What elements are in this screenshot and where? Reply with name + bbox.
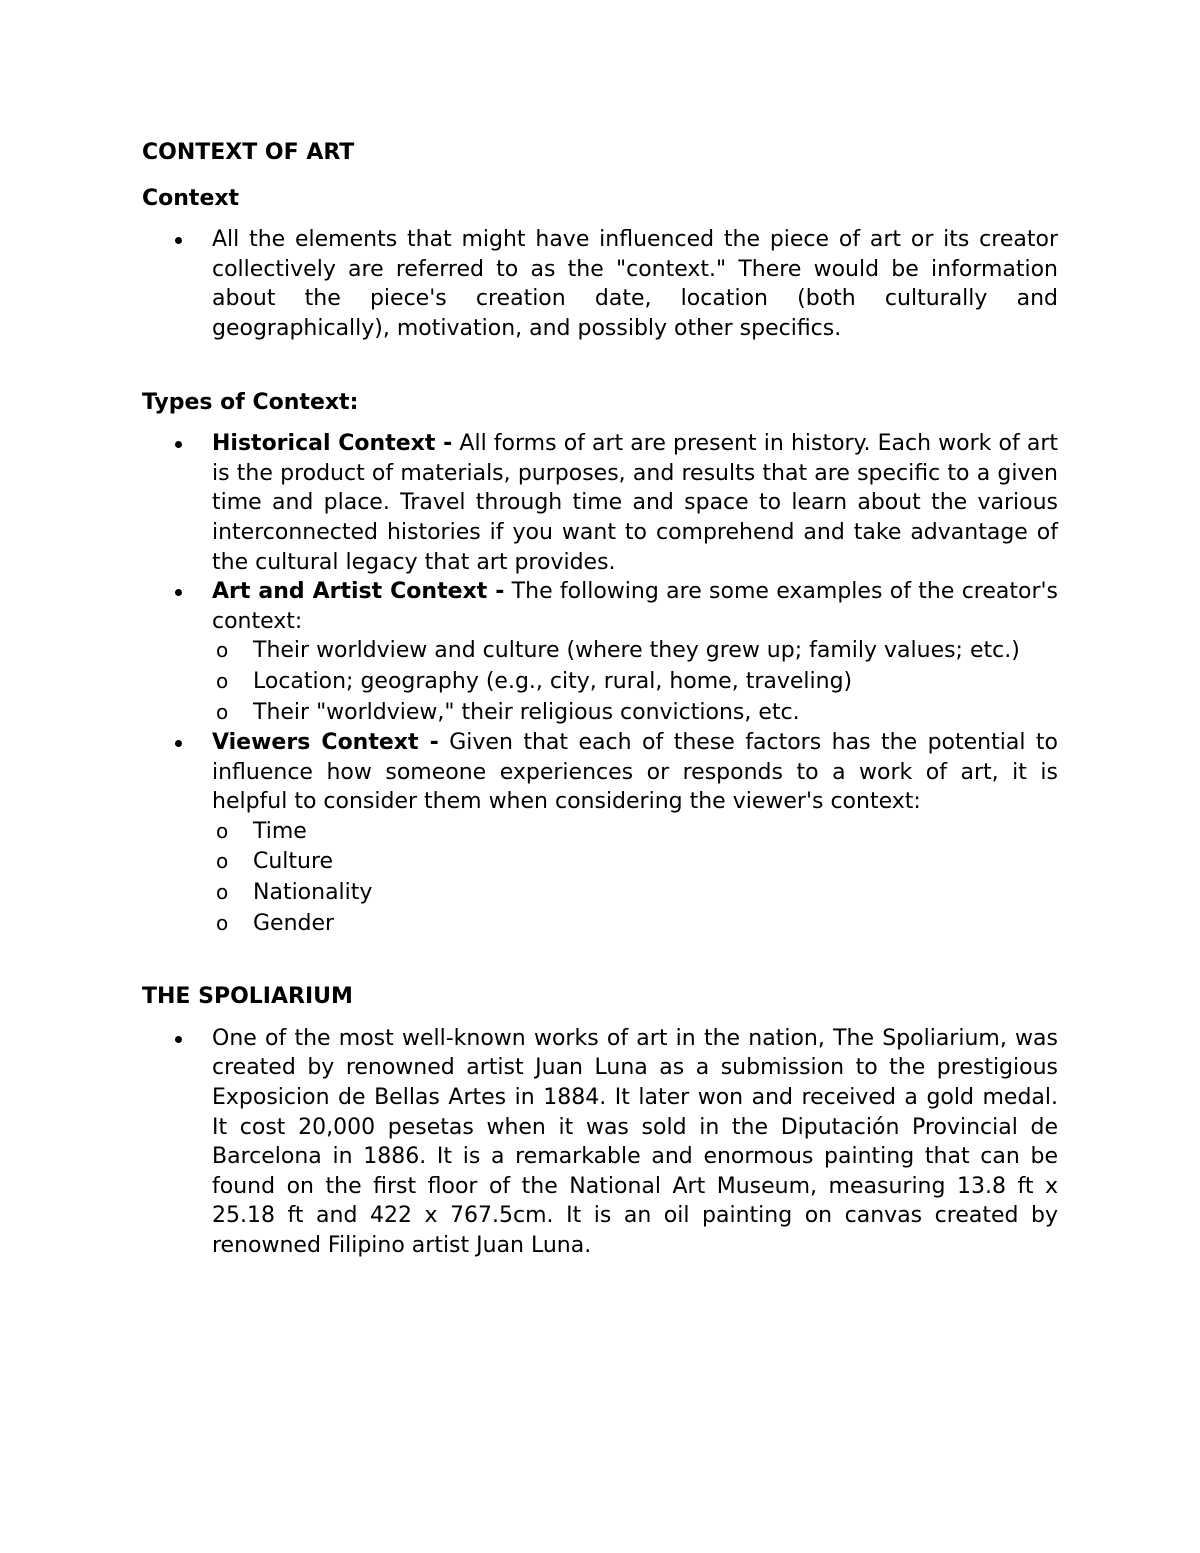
list-item-historical xyxy=(142,429,1058,577)
sub-item: o Gender xyxy=(212,909,1058,939)
art-artist-text: The following are some examples of the creator's context: xyxy=(212,579,1059,634)
historical-term: Historical Context - xyxy=(212,431,453,457)
document-page xyxy=(142,138,1058,1261)
viewers-text: Given that each of these factors has the potential to influence how someone experiences or responds to a work of art, it is helpful to consider them when considering the viewer's context: xyxy=(212,730,1059,815)
spoliarium-list xyxy=(142,1024,1058,1261)
context-list xyxy=(142,225,1058,343)
list-item-art-artist xyxy=(142,577,1058,727)
viewers-paragraph xyxy=(212,728,1058,817)
types-list xyxy=(142,429,1058,938)
sub-item: o Culture xyxy=(212,847,1058,877)
sub-item: o Location; geography (e.g., city, rural, home, traveling) xyxy=(212,667,1058,697)
art-artist-term: Art and Artist Context - xyxy=(212,579,505,605)
art-artist-paragraph xyxy=(212,577,1058,636)
context-heading: Context xyxy=(142,185,240,211)
spoliarium-heading: THE SPOLIARIUM xyxy=(142,984,353,1010)
spoliarium-description: One of the most well-known works of art in the nation, The Spoliarium, was created by renowned artist Juan Luna as a submission to the prestigious Exposicion de Bellas Artes in 1884. It later won and received a gold medal. It cost 20,000 pesetas when it was sold in the Diputación Provincial de Barcelona in 1886. It is a remarkable and enormous painting that can be found on the first floor of the National Art Museum, measuring 13.8 ft x 25.18 ft and 422 x 767.5cm. It is an oil painting on canvas created by renowned Filipino artist Juan Luna. xyxy=(142,1024,1058,1261)
sub-item: o Their worldview and culture (where they grew up; family values; etc.) xyxy=(212,636,1058,666)
historical-text: All forms of art are present in history. Each work of art is the product of materials, purposes, and results that are specific to a given time and place. Travel through time and space to learn about the various interconnected histories if you want to comprehend and take advantage of the cultural legacy that art provides. xyxy=(212,431,1058,575)
sub-item: o Their "worldview," their religious convictions, etc. xyxy=(212,698,1058,728)
document-title: CONTEXT OF ART xyxy=(142,140,355,165)
viewers-sublist xyxy=(212,817,1058,938)
viewers-term: Viewers Context - xyxy=(212,730,439,756)
art-artist-sublist xyxy=(212,636,1058,727)
types-heading: Types of Context: xyxy=(142,389,359,415)
sub-item: o Nationality xyxy=(212,878,1058,908)
context-definition: All the elements that might have influenced the piece of art or its creator collectively are referred to as the "context." There would be information about the piece's creation date, location (both culturally and geographically), motivation, and possibly other specifics. xyxy=(142,225,1058,343)
sub-item: o Time xyxy=(212,817,1058,847)
list-item-viewers xyxy=(142,728,1058,938)
